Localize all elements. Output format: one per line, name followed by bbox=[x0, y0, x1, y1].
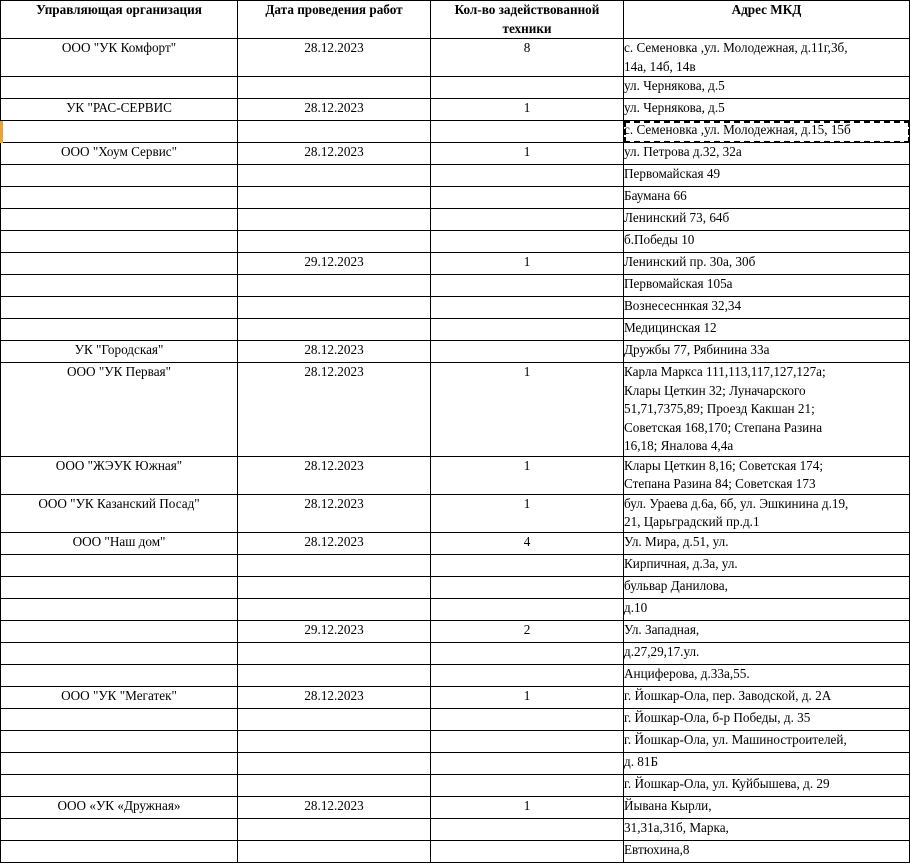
cell-address[interactable] bbox=[624, 253, 910, 275]
cell-organization[interactable] bbox=[1, 231, 238, 253]
cell-date[interactable]: 28.12.2023 bbox=[238, 39, 431, 77]
cell-address[interactable] bbox=[624, 774, 910, 796]
cell-equipment-count[interactable]: 1 bbox=[431, 686, 624, 708]
address-line: ул. Чернякова, д.5 bbox=[624, 100, 725, 116]
address-line: 21, Царьградский пр.д.1 bbox=[624, 514, 760, 530]
address-line: бульвар Данилова, bbox=[624, 577, 728, 593]
cell-date[interactable]: 28.12.2023 bbox=[238, 456, 431, 494]
table-row bbox=[1, 143, 910, 165]
table-body bbox=[1, 39, 910, 862]
table-row bbox=[1, 840, 910, 862]
table-row bbox=[1, 752, 910, 774]
address-line: Вознесесннкая 32,34 bbox=[624, 298, 742, 314]
cell-organization[interactable] bbox=[1, 774, 238, 796]
address-line: 31,31а,31б, Марка, bbox=[624, 819, 729, 835]
cell-date[interactable] bbox=[238, 297, 431, 319]
cell-equipment-count[interactable] bbox=[431, 818, 624, 840]
cell-organization[interactable] bbox=[1, 664, 238, 686]
address-line: с. Семеновка ,ул. Молодежная, д.11г,3б, bbox=[624, 40, 848, 56]
cell-organization[interactable] bbox=[1, 209, 238, 231]
cell-organization[interactable]: ООО "УК "Мегатек" bbox=[1, 686, 238, 708]
cell-equipment-count[interactable] bbox=[431, 774, 624, 796]
address-line: Баумана 66 bbox=[624, 188, 687, 204]
cell-date[interactable] bbox=[238, 165, 431, 187]
address-line: Ленинский пр. 30а, 30б bbox=[624, 254, 756, 270]
address-line: Ленинский 73, 64б bbox=[624, 210, 730, 226]
cell-date[interactable] bbox=[238, 275, 431, 297]
cell-equipment-count[interactable]: 1 bbox=[431, 796, 624, 818]
address-line: 51,71,7375,89; Проезд Какшан 21; bbox=[624, 401, 815, 417]
table-row bbox=[1, 620, 910, 642]
cell-date[interactable] bbox=[238, 664, 431, 686]
cell-organization[interactable] bbox=[1, 620, 238, 642]
cell-address[interactable] bbox=[624, 297, 910, 319]
table-row bbox=[1, 730, 910, 752]
table-row bbox=[1, 77, 910, 99]
address-line: д.27,29,17.ул. bbox=[624, 643, 700, 659]
cell-organization[interactable]: УК "Городская" bbox=[1, 341, 238, 363]
cell-organization[interactable] bbox=[1, 598, 238, 620]
address-line: Степана Разина 84; Советская 173 bbox=[624, 476, 816, 492]
cell-date[interactable] bbox=[238, 752, 431, 774]
cell-equipment-count[interactable] bbox=[431, 576, 624, 598]
cell-organization[interactable]: ООО "ЖЭУК Южная" bbox=[1, 456, 238, 494]
address-line: Йывана Кырли, bbox=[624, 797, 712, 813]
table-row bbox=[1, 598, 910, 620]
cell-equipment-count[interactable]: 8 bbox=[431, 39, 624, 77]
table-row bbox=[1, 297, 910, 319]
column-header-organization: Управляющая организация bbox=[1, 1, 238, 39]
cell-organization[interactable]: ООО "УК Комфорт" bbox=[1, 39, 238, 77]
table-header-row bbox=[1, 1, 910, 39]
cell-date[interactable] bbox=[238, 708, 431, 730]
selected-row-marker bbox=[0, 121, 3, 143]
table-row bbox=[1, 253, 910, 275]
cell-address[interactable] bbox=[624, 209, 910, 231]
table-row bbox=[1, 275, 910, 297]
cell-organization[interactable] bbox=[1, 297, 238, 319]
cell-date[interactable] bbox=[238, 598, 431, 620]
cell-equipment-count[interactable] bbox=[431, 554, 624, 576]
cell-address[interactable] bbox=[624, 708, 910, 730]
address-line: г. Йошкар-Ола, ул. Куйбышева, д. 29 bbox=[624, 775, 830, 791]
cell-date[interactable]: 29.12.2023 bbox=[238, 620, 431, 642]
cell-date[interactable] bbox=[238, 121, 431, 143]
cell-equipment-count[interactable] bbox=[431, 297, 624, 319]
cell-equipment-count[interactable] bbox=[431, 730, 624, 752]
cell-address[interactable] bbox=[624, 39, 910, 77]
cell-organization[interactable]: ООО "Хоум Сервис" bbox=[1, 143, 238, 165]
cell-equipment-count[interactable] bbox=[431, 319, 624, 341]
cell-address-selected[interactable] bbox=[624, 121, 910, 143]
cell-organization[interactable] bbox=[1, 187, 238, 209]
cell-date[interactable] bbox=[238, 818, 431, 840]
cell-equipment-count[interactable] bbox=[431, 664, 624, 686]
cell-address[interactable] bbox=[624, 620, 910, 642]
cell-equipment-count[interactable]: 4 bbox=[431, 532, 624, 554]
column-header-equipment-count: Кол-во задействованной техники bbox=[431, 1, 624, 39]
cell-equipment-count[interactable] bbox=[431, 752, 624, 774]
cell-address[interactable] bbox=[624, 99, 910, 121]
cell-address[interactable] bbox=[624, 752, 910, 774]
table-row bbox=[1, 209, 910, 231]
cell-organization[interactable] bbox=[1, 752, 238, 774]
cell-date[interactable]: 28.12.2023 bbox=[238, 363, 431, 456]
cell-organization[interactable] bbox=[1, 708, 238, 730]
cell-address[interactable] bbox=[624, 642, 910, 664]
address-line: Евтюхина,8 bbox=[624, 841, 690, 857]
cell-equipment-count[interactable] bbox=[431, 275, 624, 297]
address-line: б.Победы 10 bbox=[624, 232, 695, 248]
address-line: ул. Петрова д.32, 32а bbox=[624, 144, 742, 160]
cell-equipment-count[interactable] bbox=[431, 231, 624, 253]
cell-address[interactable] bbox=[624, 796, 910, 818]
cell-equipment-count[interactable]: 1 bbox=[431, 456, 624, 494]
cell-address[interactable] bbox=[624, 363, 910, 456]
cell-address[interactable] bbox=[624, 730, 910, 752]
address-line: д.10 bbox=[624, 599, 648, 615]
cell-date[interactable]: 28.12.2023 bbox=[238, 99, 431, 121]
cell-equipment-count[interactable] bbox=[431, 209, 624, 231]
cell-organization[interactable] bbox=[1, 554, 238, 576]
cell-equipment-count[interactable] bbox=[431, 121, 624, 143]
cell-equipment-count[interactable] bbox=[431, 187, 624, 209]
cell-address[interactable] bbox=[624, 143, 910, 165]
cell-address[interactable] bbox=[624, 532, 910, 554]
table-row bbox=[1, 363, 910, 456]
cell-equipment-count[interactable]: 1 bbox=[431, 494, 624, 532]
address-line: Кирпичная, д.3а, ул. bbox=[624, 555, 738, 571]
cell-date[interactable]: 29.12.2023 bbox=[238, 253, 431, 275]
cell-organization[interactable] bbox=[1, 121, 238, 143]
cell-equipment-count[interactable]: 1 bbox=[431, 99, 624, 121]
table-row bbox=[1, 686, 910, 708]
cell-date[interactable] bbox=[238, 554, 431, 576]
table-row bbox=[1, 99, 910, 121]
table-row bbox=[1, 708, 910, 730]
cell-address[interactable] bbox=[624, 686, 910, 708]
cell-date[interactable]: 28.12.2023 bbox=[238, 494, 431, 532]
cell-address[interactable] bbox=[624, 494, 910, 532]
table-row bbox=[1, 187, 910, 209]
cell-equipment-count[interactable] bbox=[431, 708, 624, 730]
table-row bbox=[1, 664, 910, 686]
table-row bbox=[1, 494, 910, 532]
cell-date[interactable] bbox=[238, 231, 431, 253]
cell-address[interactable] bbox=[624, 576, 910, 598]
address-line: Первомайская 105а bbox=[624, 276, 733, 292]
cell-address[interactable] bbox=[624, 840, 910, 862]
address-line: д. 81Б bbox=[624, 753, 659, 769]
cell-date[interactable]: 28.12.2023 bbox=[238, 341, 431, 363]
cell-organization[interactable] bbox=[1, 576, 238, 598]
table-row bbox=[1, 774, 910, 796]
cell-address[interactable] bbox=[624, 77, 910, 99]
address-line: Советская 168,170; Степана Разина bbox=[624, 419, 823, 435]
cell-equipment-count[interactable]: 1 bbox=[431, 143, 624, 165]
cell-equipment-count[interactable] bbox=[431, 642, 624, 664]
cell-equipment-count[interactable]: 2 bbox=[431, 620, 624, 642]
address-line: Ул. Западная, bbox=[624, 621, 700, 637]
cell-organization[interactable] bbox=[1, 275, 238, 297]
cell-organization[interactable]: УК "РАС-СЕРВИС bbox=[1, 99, 238, 121]
address-line: 16,18; Яналова 4,4а bbox=[624, 438, 734, 454]
cell-address[interactable] bbox=[624, 341, 910, 363]
cell-address[interactable] bbox=[624, 818, 910, 840]
cell-date[interactable] bbox=[238, 77, 431, 99]
address-line: Карла Маркса 111,113,117,127,127а; bbox=[624, 364, 826, 380]
address-line: г. Йошкар-Ола, б-р Победы, д. 35 bbox=[624, 709, 811, 725]
cell-organization[interactable] bbox=[1, 319, 238, 341]
cell-address[interactable] bbox=[624, 319, 910, 341]
cell-date[interactable] bbox=[238, 642, 431, 664]
cell-date[interactable] bbox=[238, 187, 431, 209]
cell-equipment-count[interactable] bbox=[431, 840, 624, 862]
cell-organization[interactable]: ООО "УК Казанский Посад" bbox=[1, 494, 238, 532]
column-header-address: Адрес МКД bbox=[624, 1, 910, 39]
table-row bbox=[1, 456, 910, 494]
address-line: 14а, 14б, 14в bbox=[624, 58, 696, 74]
table-row bbox=[1, 576, 910, 598]
cell-address[interactable] bbox=[624, 187, 910, 209]
cell-address[interactable] bbox=[624, 554, 910, 576]
cell-date[interactable]: 28.12.2023 bbox=[238, 796, 431, 818]
address-line: бул. Ураева д.6а, 6б, ул. Эшкинина д.19, bbox=[624, 495, 849, 511]
address-line: Дружбы 77, Рябинина 33а bbox=[624, 342, 770, 358]
cell-equipment-count[interactable] bbox=[431, 598, 624, 620]
cell-organization[interactable] bbox=[1, 253, 238, 275]
cell-address[interactable] bbox=[624, 275, 910, 297]
cell-equipment-count[interactable] bbox=[431, 341, 624, 363]
address-line: Первомайская 49 bbox=[624, 166, 721, 182]
cell-organization[interactable] bbox=[1, 730, 238, 752]
address-line: с. Семеновка ,ул. Молодежная, д.15, 15б bbox=[624, 122, 851, 138]
cell-organization[interactable]: ООО "УК Первая" bbox=[1, 363, 238, 456]
cell-equipment-count[interactable] bbox=[431, 165, 624, 187]
table-row bbox=[1, 39, 910, 77]
cell-equipment-count[interactable]: 1 bbox=[431, 363, 624, 456]
cell-date[interactable] bbox=[238, 774, 431, 796]
table-row bbox=[1, 341, 910, 363]
cell-address[interactable] bbox=[624, 598, 910, 620]
table-row bbox=[1, 642, 910, 664]
table-row bbox=[1, 121, 910, 143]
table-row bbox=[1, 231, 910, 253]
cell-address[interactable] bbox=[624, 456, 910, 494]
cell-address[interactable] bbox=[624, 165, 910, 187]
table-row bbox=[1, 165, 910, 187]
cell-date[interactable] bbox=[238, 730, 431, 752]
cell-date[interactable]: 28.12.2023 bbox=[238, 686, 431, 708]
address-line: г. Йошкар-Ола, пер. Заводской, д. 2А bbox=[624, 687, 832, 703]
cell-organization[interactable] bbox=[1, 840, 238, 862]
cell-date[interactable]: 28.12.2023 bbox=[238, 143, 431, 165]
cell-date[interactable] bbox=[238, 319, 431, 341]
address-line: Ул. Мира, д.51, ул. bbox=[624, 533, 729, 549]
address-line: Медицинская 12 bbox=[624, 320, 717, 336]
table-row bbox=[1, 319, 910, 341]
cell-organization[interactable] bbox=[1, 642, 238, 664]
cell-organization[interactable]: ООО "Наш дом" bbox=[1, 532, 238, 554]
address-line: Клары Цеткин 32; Луначарского bbox=[624, 382, 806, 398]
cell-equipment-count[interactable] bbox=[431, 77, 624, 99]
cell-organization[interactable] bbox=[1, 818, 238, 840]
address-line: Клары Цеткин 8,16; Советская 174; bbox=[624, 457, 824, 473]
address-line: ул. Чернякова, д.5 bbox=[624, 78, 725, 94]
cell-organization[interactable]: ООО «УК «Дружная» bbox=[1, 796, 238, 818]
cell-address[interactable] bbox=[624, 231, 910, 253]
cell-date[interactable] bbox=[238, 840, 431, 862]
cell-organization[interactable] bbox=[1, 77, 238, 99]
cell-equipment-count[interactable]: 1 bbox=[431, 253, 624, 275]
cell-organization[interactable] bbox=[1, 165, 238, 187]
column-header-date: Дата проведения работ bbox=[238, 1, 431, 39]
cell-address[interactable] bbox=[624, 664, 910, 686]
cell-date[interactable] bbox=[238, 209, 431, 231]
cell-date[interactable] bbox=[238, 576, 431, 598]
table-row bbox=[1, 532, 910, 554]
address-line: г. Йошкар-Ола, ул. Машиностроителей, bbox=[624, 731, 847, 747]
table-row bbox=[1, 554, 910, 576]
address-line: Анциферова, д.33а,55. bbox=[624, 665, 750, 681]
cell-date[interactable]: 28.12.2023 bbox=[238, 532, 431, 554]
table-row bbox=[1, 818, 910, 840]
table-row bbox=[1, 796, 910, 818]
